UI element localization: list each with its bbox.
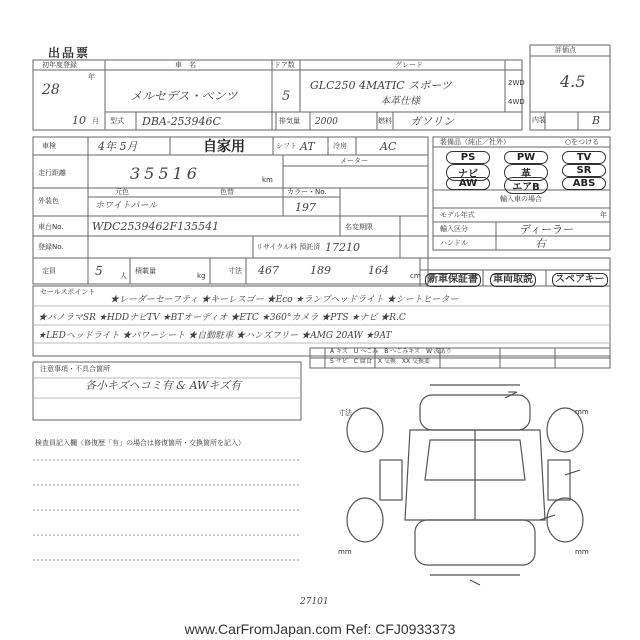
dims-label: 寸法 <box>228 267 242 275</box>
equipment-option: PS <box>446 151 490 164</box>
mm-label-4: mm <box>575 548 589 556</box>
color-current-label: 色替 <box>220 188 234 196</box>
watermark-footer: www.CarFromJapan.com Ref: CFJ0933373 <box>184 621 456 637</box>
first-reg-month: 10 <box>72 114 86 127</box>
model-label: 型式 <box>110 117 124 125</box>
capacity: 5 <box>95 264 103 278</box>
sales-points-line1: ★レーダーセーフティ ★キーレスゴー ★Eco ★ランプヘッドライト ★シートヒーター <box>110 295 459 305</box>
color-original: ホワイトパール <box>95 201 158 211</box>
person-unit: 人 <box>120 272 127 280</box>
equipment-option: AW <box>446 177 490 190</box>
year-label: 年 <box>88 73 95 81</box>
new-car-warranty: 新車保証書 <box>425 273 481 287</box>
recycle-label: リサイクル料 預託済 <box>256 243 321 251</box>
legend-row1: A キズ U へこみ B へこみキズ W 波あり <box>330 348 452 355</box>
km-label: km <box>262 176 273 184</box>
color-no-label: カラー・No. <box>287 188 327 196</box>
handle-label: ハンドル <box>440 239 468 247</box>
equipment-option: TV <box>562 151 606 164</box>
shift: AT <box>300 140 315 153</box>
manual: 車両取説 <box>490 273 536 287</box>
cooling: AC <box>380 140 397 153</box>
sheet-title: 出品票 <box>48 46 91 60</box>
inspection-label: 車検 <box>42 142 56 150</box>
grade: GLC250 4MATIC スポーツ <box>310 79 452 92</box>
mileage-label: 走行距離 <box>38 169 66 177</box>
registration-label: 登録No. <box>38 243 64 251</box>
equip-circle-label: ○をつける <box>565 138 600 146</box>
capacity-label: 定員 <box>42 267 56 275</box>
equipment-label: 装備品（純正／社外） <box>440 138 510 146</box>
color-original-label: 元色 <box>115 188 129 196</box>
import-label: 輸入車の場合 <box>500 195 542 203</box>
load-label: 積載量 <box>135 267 156 275</box>
ownership: 自家用 <box>203 139 245 155</box>
month-label: 月 <box>92 117 99 125</box>
interior-score: B <box>592 114 601 127</box>
fuel-label: 燃料 <box>378 117 392 125</box>
import-class: ディーラー <box>520 223 575 236</box>
doors-label: ドア数 <box>274 61 295 69</box>
car-name-label: 車 名 <box>175 61 196 69</box>
dims-width: 189 <box>310 264 331 277</box>
mm-label-1: 寸法 <box>338 409 352 417</box>
recycle: 17210 <box>325 241 360 254</box>
cm-unit: cm <box>410 272 421 280</box>
grade-sub: 本革仕様 <box>380 96 420 107</box>
chassis: WDC2539462F135541 <box>92 220 220 233</box>
legend-row2: S サビ C 腐食 X 交換 XX 交換要 <box>330 358 430 365</box>
notes: 各小キズヘコミ有 & AWキズ有 <box>85 379 242 392</box>
exterior-label: 外装色 <box>38 197 59 205</box>
model-year-label: モデル年式 <box>440 211 475 219</box>
equipment-option: エアB <box>504 177 548 194</box>
displacement: 2000 <box>315 117 338 127</box>
spare-key: スペアキー <box>552 273 608 287</box>
kg-unit: kg <box>197 272 206 280</box>
inspector-label: 検査員記入欄（修復歴「有」の場合は修復箇所・交換箇所を記入） <box>35 439 245 447</box>
dims-height: 164 <box>368 264 389 277</box>
car-diagram <box>300 370 620 610</box>
cooling-label: 冷房 <box>333 142 347 150</box>
car-name: メルセデス・ベンツ <box>130 89 238 103</box>
fuel: ガソリン <box>410 115 454 128</box>
wd2-label: 2WD <box>508 79 525 87</box>
color-no: 197 <box>295 201 316 214</box>
wd4-label: 4WD <box>508 98 525 106</box>
notes-label: 注意事項・不具合箇所 <box>40 365 110 373</box>
first-reg-year: 28 <box>42 82 60 98</box>
score-label: 評価点 <box>555 46 576 54</box>
doors: 5 <box>282 89 291 104</box>
mileage: 35516 <box>130 164 201 183</box>
model-code-label: 名変期限 <box>345 223 373 231</box>
handle: 右 <box>535 237 546 250</box>
shift-label: シフト <box>276 142 297 150</box>
model: DBA-253946C <box>142 115 221 128</box>
equipment-option: PW <box>504 151 548 164</box>
sales-points-line3: ★LEDヘッドライト ★パワーシート ★自動駐車 ★ハンズフリー ★AMG 20AW ★9AT <box>38 331 392 341</box>
displacement-label: 排気量 <box>279 117 300 125</box>
interior-score-label: 内装 <box>532 116 546 124</box>
equipment-option: ナビ <box>446 164 490 181</box>
score-value: 4.5 <box>560 72 586 91</box>
sales-points-line2: ★パノラマSR ★HDDナビTV ★BTオーディオ ★ETC ★360°カメラ ★PTS ★ナビ ★R.C <box>38 313 406 323</box>
mm-label-2: mm <box>575 408 589 416</box>
grade-label: グレード <box>395 61 423 69</box>
equipment-option: 革 <box>504 164 548 181</box>
equipment-option: SR <box>562 164 606 177</box>
inspector-code: 27101 <box>300 597 329 607</box>
first-reg-label: 初年度登録 <box>42 61 77 69</box>
meter-label: メーター <box>340 157 368 165</box>
inspection: 4年 5月 <box>98 140 138 153</box>
mm-label-3: mm <box>338 548 352 556</box>
dims-length: 467 <box>258 264 279 277</box>
equipment-option: ABS <box>562 177 606 190</box>
import-class-label: 輸入区分 <box>440 225 468 233</box>
model-year-unit: 年 <box>600 211 607 219</box>
sales-points-label: セールスポイント <box>40 288 96 296</box>
chassis-label: 車台No. <box>38 223 64 231</box>
